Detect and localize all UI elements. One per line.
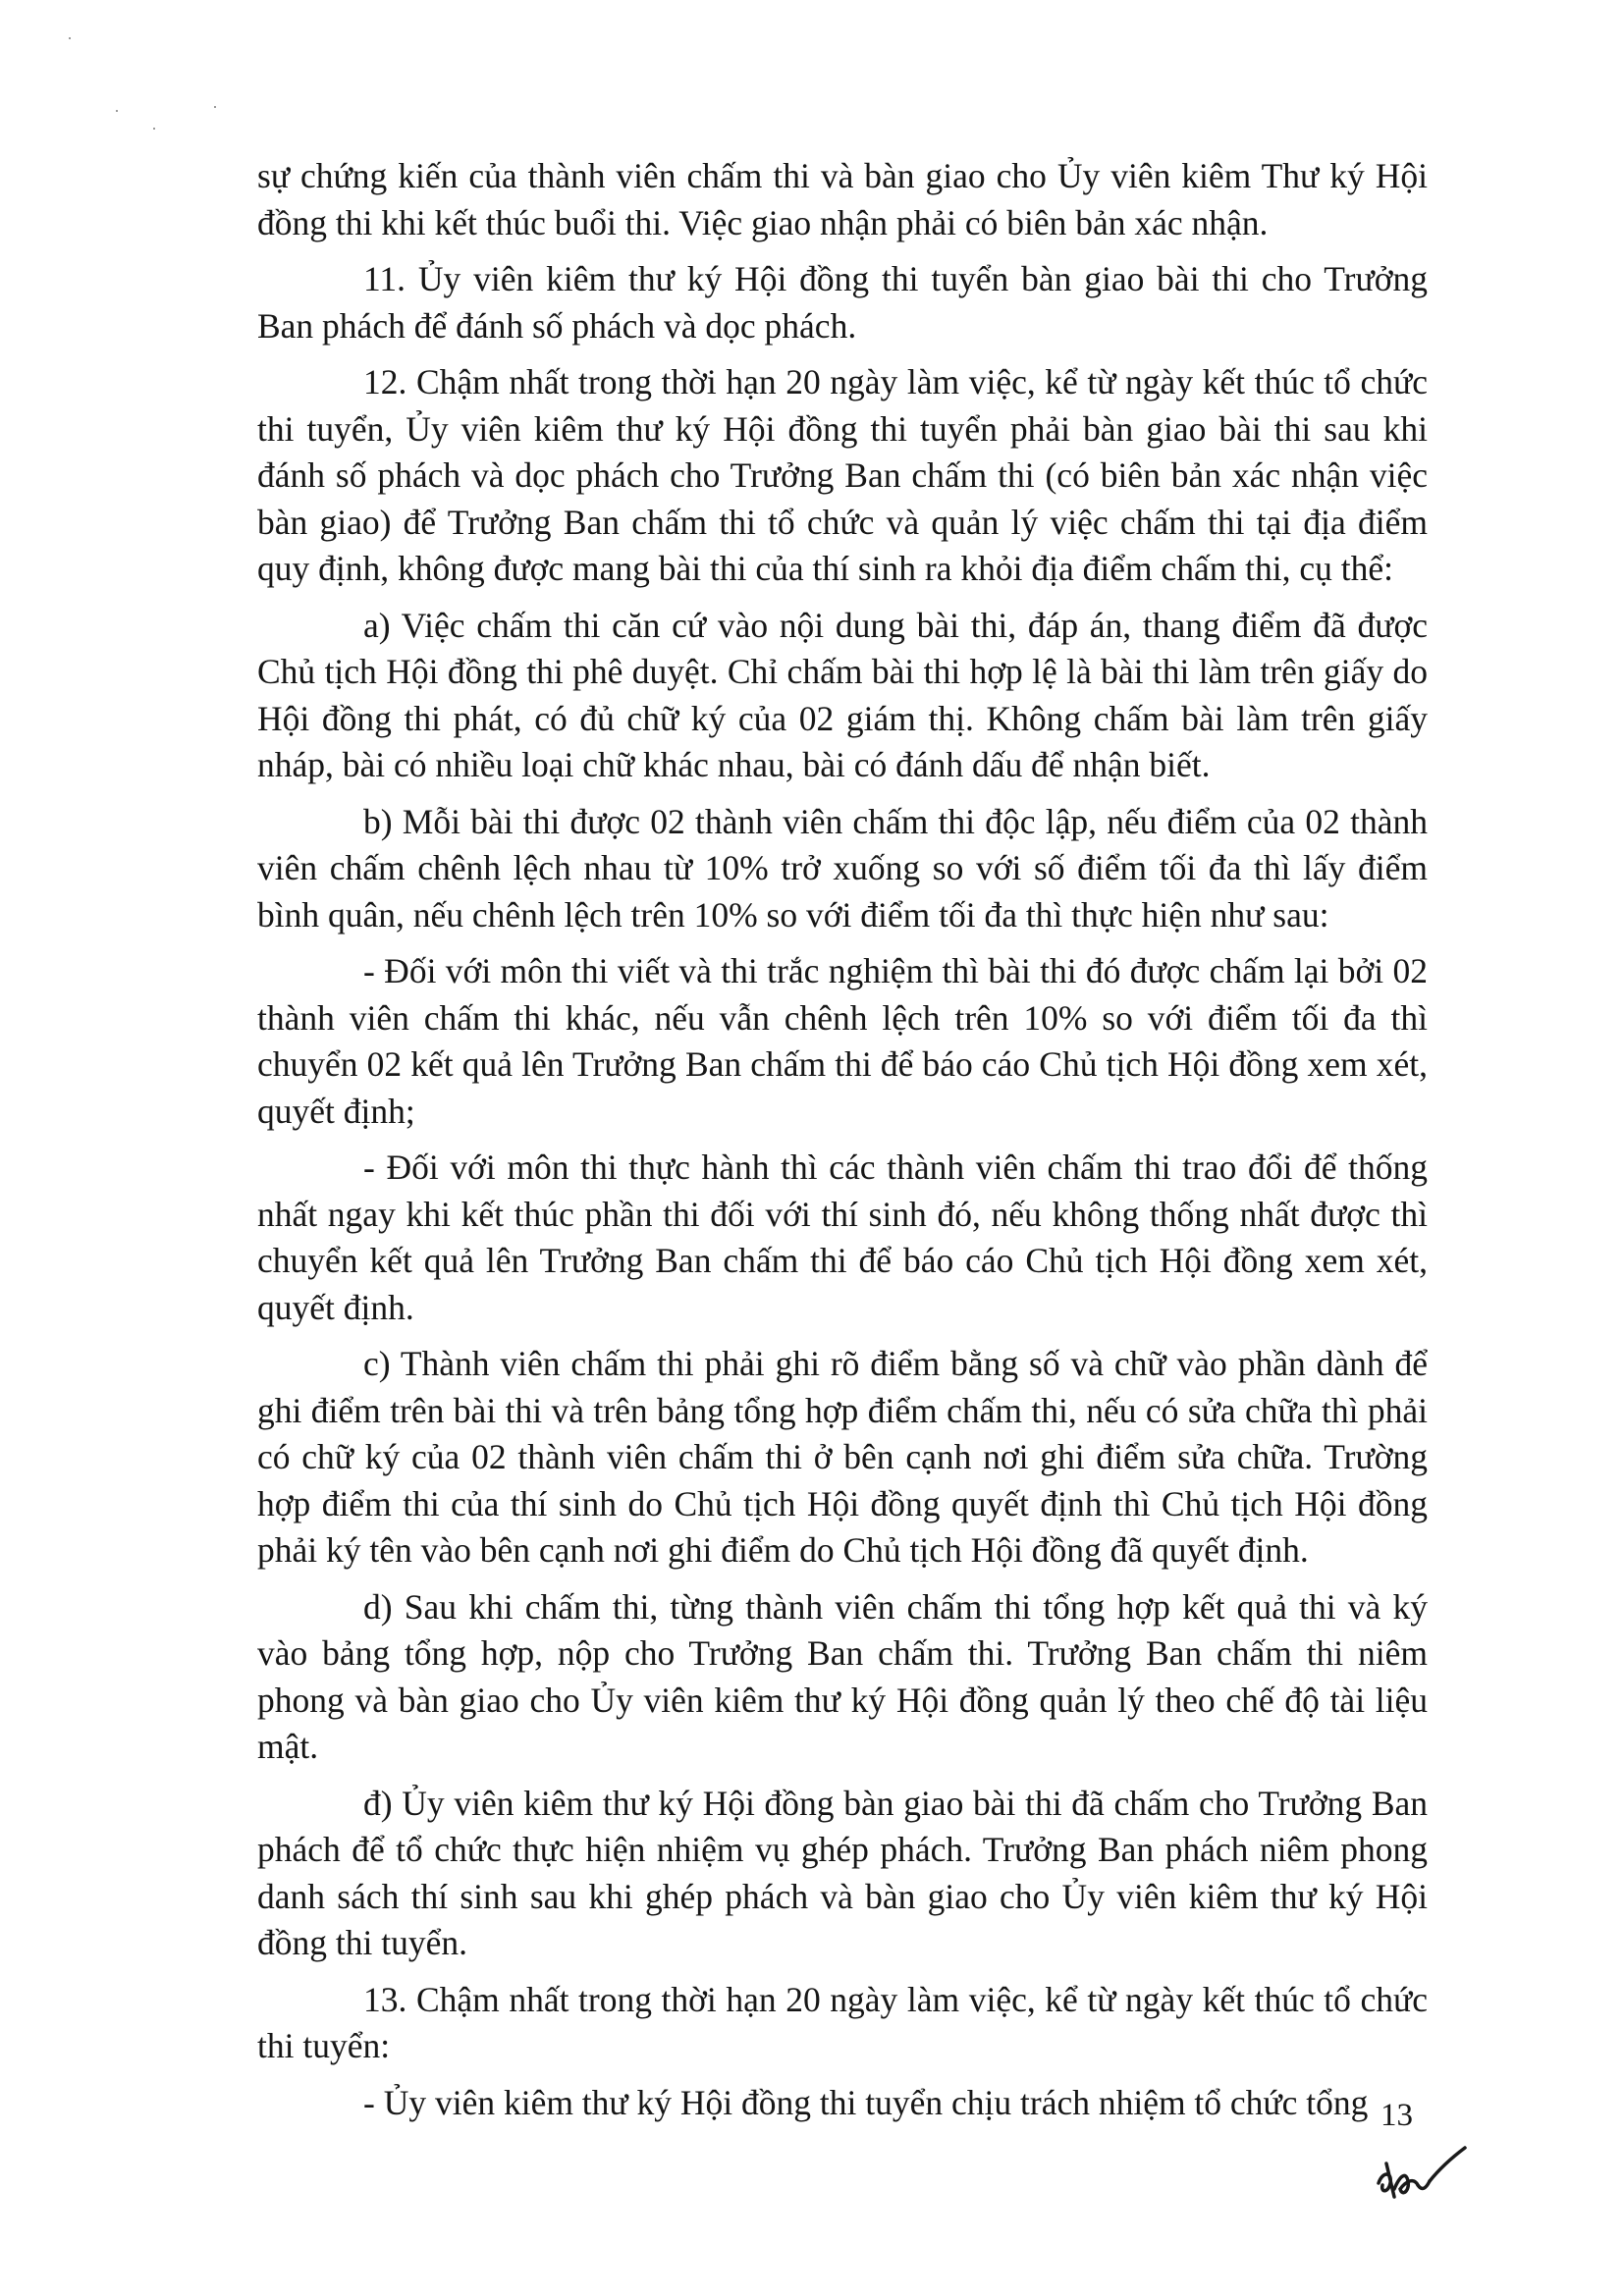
paragraph-item-12c: c) Thành viên chấm thi phải ghi rõ điểm bằng số và chữ vào phần dành để ghi điểm trên bài thi và trên bảng tổng hợp điểm chấm thi, nếu có sửa chữa thì phải có chữ ký của 02 thành viên chấm thi ở bên cạnh nơi ghi điểm sửa chữa. Trường hợp điểm thi của thí sinh do Chủ tịch Hội đồng quyết định thì Chủ tịch Hội đồng phải ký tên vào bên cạnh nơi ghi điểm do Chủ tịch Hội đồng đã quyết định. bbox=[257, 1344, 1428, 1570]
paragraph-continuation: sự chứng kiến của thành viên chấm thi và bàn giao cho Ủy viên kiêm Thư ký Hội đồng thi khi kết thúc buổi thi. Việc giao nhận phải có biên bản xác nhận. bbox=[257, 156, 1428, 242]
paragraph-item-11: 11. Ủy viên kiêm thư ký Hội đồng thi tuyển bàn giao bài thi cho Trưởng Ban phách để đánh số phách và dọc phách. bbox=[257, 259, 1428, 346]
document-body bbox=[257, 153, 1428, 2136]
scan-speck bbox=[214, 106, 216, 108]
paragraph-item-13: 13. Chậm nhất trong thời hạn 20 ngày làm việc, kể từ ngày kết thúc tổ chức thi tuyển: bbox=[257, 1979, 1428, 2065]
scan-speck bbox=[153, 128, 155, 130]
paragraph-bullet-written-exam: - Đối với môn thi viết và thi trắc nghiệm thì bài thi đó được chấm lại bởi 02 thành viên chấm thi khác, nếu vẫn chênh lệch trên 10% so với điểm tối đa thì chuyển 02 kết quả lên Trưởng Ban chấm thi để báo cáo Chủ tịch Hội đồng xem xét, quyết định; bbox=[257, 951, 1428, 1131]
handwritten-initials-icon bbox=[1373, 2142, 1471, 2211]
paragraph-item-12: 12. Chậm nhất trong thời hạn 20 ngày làm việc, kể từ ngày kết thúc tổ chức thi tuyển, Ủy viên kiêm thư ký Hội đồng thi tuyển phải bàn giao bài thi sau khi đánh số phách và dọc phách cho Trưởng Ban chấm thi (có biên bản xác nhận việc bàn giao) để Trưởng Ban chấm thi tổ chức và quản lý việc chấm thi tại địa điểm quy định, không được mang bài thi của thí sinh ra khỏi địa điểm chấm thi, cụ thể: bbox=[257, 362, 1428, 588]
scan-speck bbox=[116, 110, 118, 112]
scan-speck bbox=[69, 37, 71, 39]
paragraph-item-12a: a) Việc chấm thi căn cứ vào nội dung bài thi, đáp án, thang điểm đã được Chủ tịch Hội đồng thi phê duyệt. Chỉ chấm bài thi hợp lệ là bài thi làm trên giấy do Hội đồng thi phát, có đủ chữ ký của 02 giám thị. Không chấm bài làm trên giấy nháp, bài có nhiều loại chữ khác nhau, bài có đánh dấu để nhận biết. bbox=[257, 605, 1428, 784]
paragraph-item-12d: d) Sau khi chấm thi, từng thành viên chấm thi tổng hợp kết quả thi và ký vào bảng tổng hợp, nộp cho Trưởng Ban chấm thi. Trưởng Ban chấm thi niêm phong và bàn giao cho Ủy viên kiêm thư ký Hội đồng quản lý theo chế độ tài liệu mật. bbox=[257, 1586, 1428, 1766]
paragraph-item-12dd: đ) Ủy viên kiêm thư ký Hội đồng bàn giao bài thi đã chấm cho Trưởng Ban phách để tổ chức thực hiện nhiệm vụ ghép phách. Trưởng Ban phách niêm phong danh sách thí sinh sau khi ghép phách và bàn giao cho Ủy viên kiêm thư ký Hội đồng thi tuyển. bbox=[257, 1783, 1428, 1962]
paragraph-bullet-secretary: - Ủy viên kiêm thư ký Hội đồng thi tuyển chịu trách nhiệm tổ chức tổng bbox=[363, 2082, 1369, 2122]
page-number: 13 bbox=[1380, 2098, 1413, 2133]
paragraph-bullet-practical-exam: - Đối với môn thi thực hành thì các thành viên chấm thi trao đổi để thống nhất ngay khi kết thúc phần thi đối với thí sinh đó, nếu không thống nhất được thì chuyển kết quả lên Trưởng Ban chấm thi để báo cáo Chủ tịch Hội đồng xem xét, quyết định. bbox=[257, 1148, 1428, 1327]
paragraph-item-12b: b) Mỗi bài thi được 02 thành viên chấm thi độc lập, nếu điểm của 02 thành viên chấm chênh lệch nhau từ 10% trở xuống so với số điểm tối đa thì lấy điểm bình quân, nếu chênh lệch trên 10% so với điểm tối đa thì thực hiện như sau: bbox=[257, 801, 1428, 934]
